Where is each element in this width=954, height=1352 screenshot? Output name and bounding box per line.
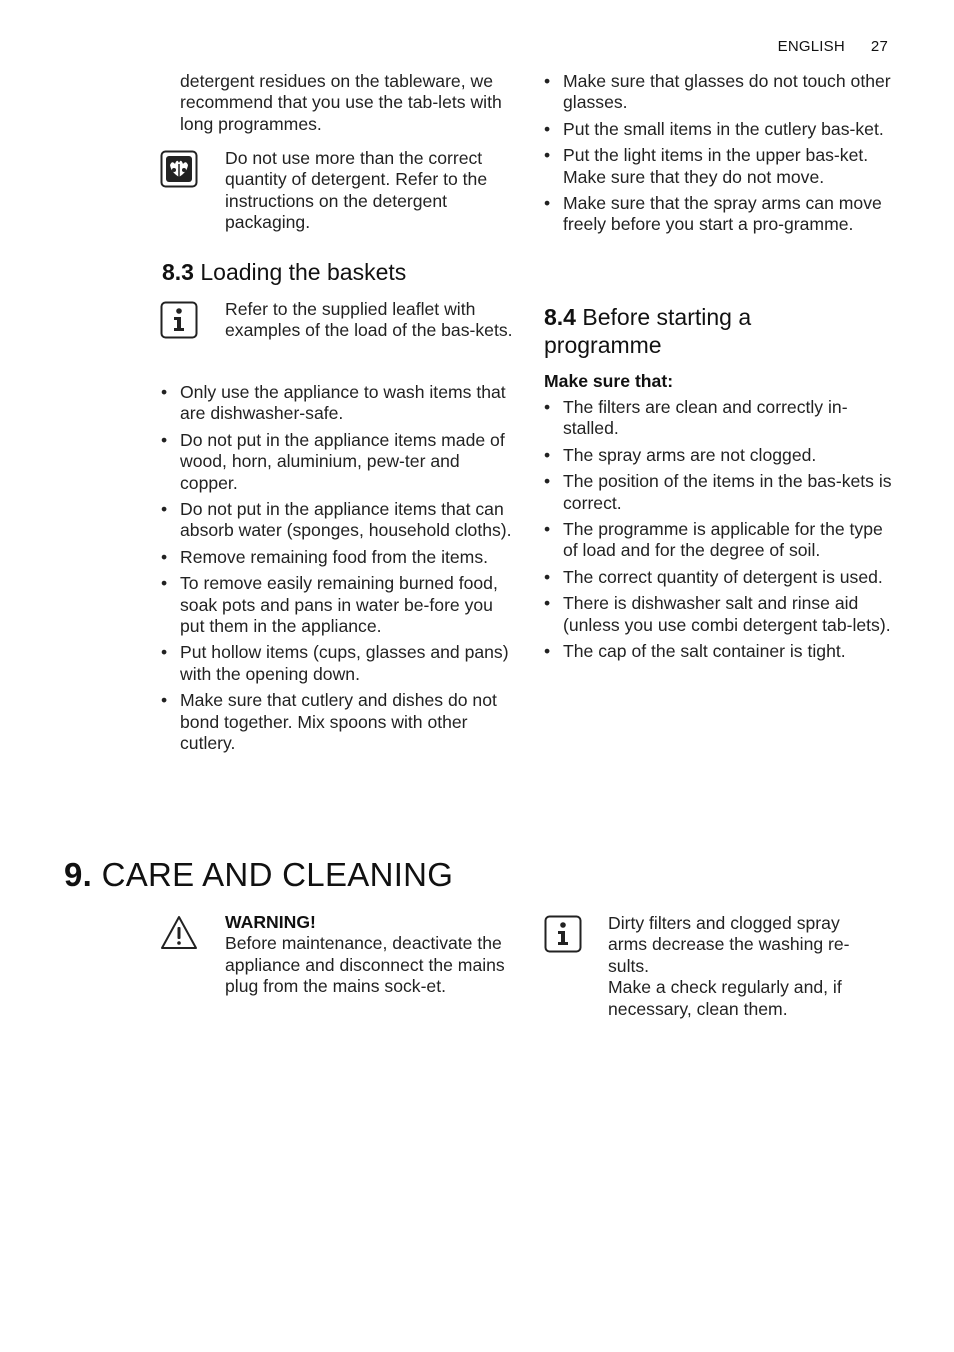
- environment-icon: [160, 150, 198, 188]
- list-item: • There is dishwasher salt and rinse aid (unless you use combi detergent tab-lets).: [563, 593, 898, 636]
- section-8-4-heading: [544, 303, 904, 359]
- list-item: • The correct quantity of detergent is used.: [563, 567, 898, 588]
- list-item: • Make sure that the spray arms can move freely before you start a pro-gramme.: [563, 193, 898, 236]
- maintenance-info-line1: Dirty filters and clogged spray arms decrease the washing re-sults.: [608, 913, 850, 976]
- section-8-3-title: Loading the baskets: [200, 259, 407, 285]
- maintenance-info-block: [608, 913, 883, 1020]
- info-note-text: Refer to the supplied leaflet with examples of the load of the bas-kets.: [225, 299, 513, 341]
- section-8-3-heading: [162, 258, 406, 286]
- maintenance-info-line2: Make a check regularly and, if necessary, clean them.: [608, 977, 842, 1019]
- warning-block: [225, 912, 520, 998]
- loading-bullet-list-continued: [563, 71, 898, 241]
- section-9-heading: [64, 855, 453, 895]
- list-item: • Do not put in the appliance items made of wood, horn, aluminium, pew-ter and copper.: [180, 430, 515, 494]
- section-8-4-title-line2: programme: [544, 332, 662, 358]
- list-item: • Do not put in the appliance items that can absorb water (sponges, household cloths).: [180, 499, 515, 542]
- warning-text: Before maintenance, deactivate the appliance and disconnect the mains plug from the mains sock-et.: [225, 933, 505, 997]
- page-header: [778, 38, 888, 55]
- warning-icon: [160, 914, 198, 952]
- list-item: • Put hollow items (cups, glasses and pans) with the opening down.: [180, 642, 515, 685]
- section-8-4-title-line1: Before starting a: [582, 304, 752, 330]
- intro-text: detergent residues on the tableware, we recommend that you use the tab-lets with long programmes.: [180, 71, 502, 134]
- page-number: 27: [870, 38, 888, 55]
- list-item: • The spray arms are not clogged.: [563, 445, 898, 466]
- list-item: • The position of the items in the bas-kets is correct.: [563, 471, 898, 514]
- section-9-title: CARE AND CLEANING: [101, 856, 454, 893]
- info-icon: [544, 915, 582, 953]
- list-item: • Make sure that cutlery and dishes do not bond together. Mix spoons with other cutlery.: [180, 690, 515, 754]
- section-9-number: 9.: [64, 856, 93, 893]
- list-item: • Only use the appliance to wash items that are dishwasher-safe.: [180, 382, 515, 425]
- language-label: ENGLISH: [777, 38, 845, 55]
- environment-note-text: Do not use more than the correct quantity of detergent. Refer to the instructions on the detergent packaging.: [225, 148, 488, 233]
- section-8-4-number: 8.4: [544, 304, 576, 330]
- list-item: • Put the light items in the upper bas-ket. Make sure that they do not move.: [563, 145, 898, 188]
- list-item: • The filters are clean and correctly in-stalled.: [563, 397, 898, 440]
- make-sure-subheading: Make sure that:: [544, 371, 674, 391]
- list-item: • The cap of the salt container is tight.: [563, 641, 898, 662]
- list-item: • Put the small items in the cutlery bas-ket.: [563, 119, 898, 140]
- list-item: • Remove remaining food from the items.: [180, 547, 515, 568]
- loading-bullet-list: [180, 382, 515, 760]
- info-icon: [160, 301, 198, 339]
- list-item: • Make sure that glasses do not touch other glasses.: [563, 71, 898, 114]
- list-item: • To remove easily remaining burned food, soak pots and pans in water be-fore you put them in the appliance.: [180, 573, 515, 637]
- section-8-3-number: 8.3: [162, 259, 194, 285]
- list-item: • The programme is applicable for the type of load and for the degree of soil.: [563, 519, 898, 562]
- warning-label: WARNING!: [225, 912, 316, 932]
- before-start-bullet-list: [563, 397, 898, 667]
